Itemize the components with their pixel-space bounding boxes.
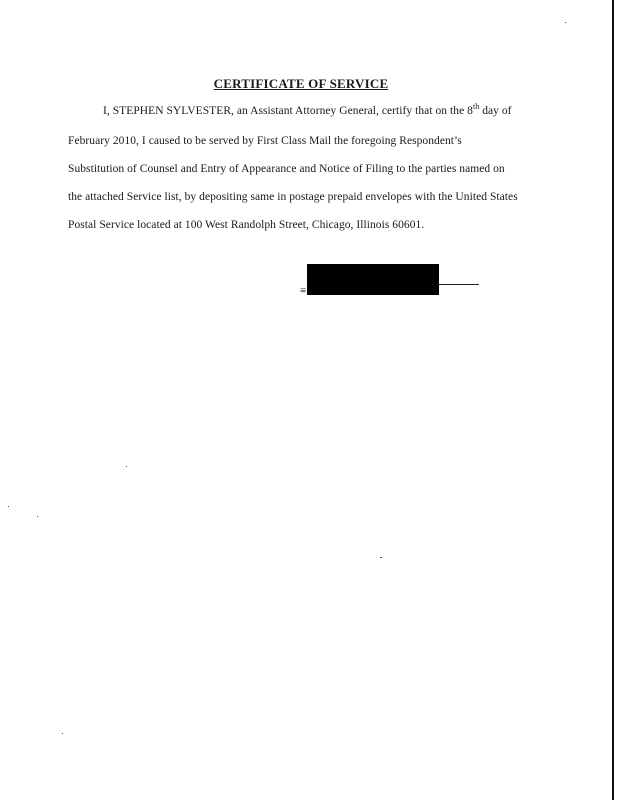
scan-speck xyxy=(565,22,566,23)
page-edge-line xyxy=(612,0,614,800)
signature-residue-mark: ≡ xyxy=(300,285,307,297)
ordinal-suffix: th xyxy=(472,102,480,112)
paragraph-line-4: the attached Service list, by depositing same in postage prepaid envelopes with the United States xyxy=(68,191,518,203)
paragraph-line-3: Substitution of Counsel and Entry of Appearance and Notice of Filing to the parties named on xyxy=(68,163,505,175)
paragraph-line-5: Postal Service located at 100 West Randolph Street, Chicago, Illinois 60601. xyxy=(68,219,425,231)
scan-speck xyxy=(62,733,63,734)
paragraph-line-1-text: I, STEPHEN SYLVESTER, an Assistant Attorney General, certify that on the 8 xyxy=(103,105,473,117)
paragraph-line-1 xyxy=(103,102,512,117)
certificate-title: CERTIFICATE OF SERVICE xyxy=(213,76,389,91)
paragraph-line-2: February 2010, I caused to be served by First Class Mail the foregoing Respondent’s xyxy=(68,135,462,147)
paragraph-line-1-end: day of xyxy=(479,105,512,117)
scan-speck xyxy=(37,516,38,517)
signature-redaction-box xyxy=(307,264,439,295)
scan-speck xyxy=(380,557,382,558)
scan-speck xyxy=(8,506,9,507)
scan-speck xyxy=(126,466,127,467)
signature-line xyxy=(439,284,479,285)
